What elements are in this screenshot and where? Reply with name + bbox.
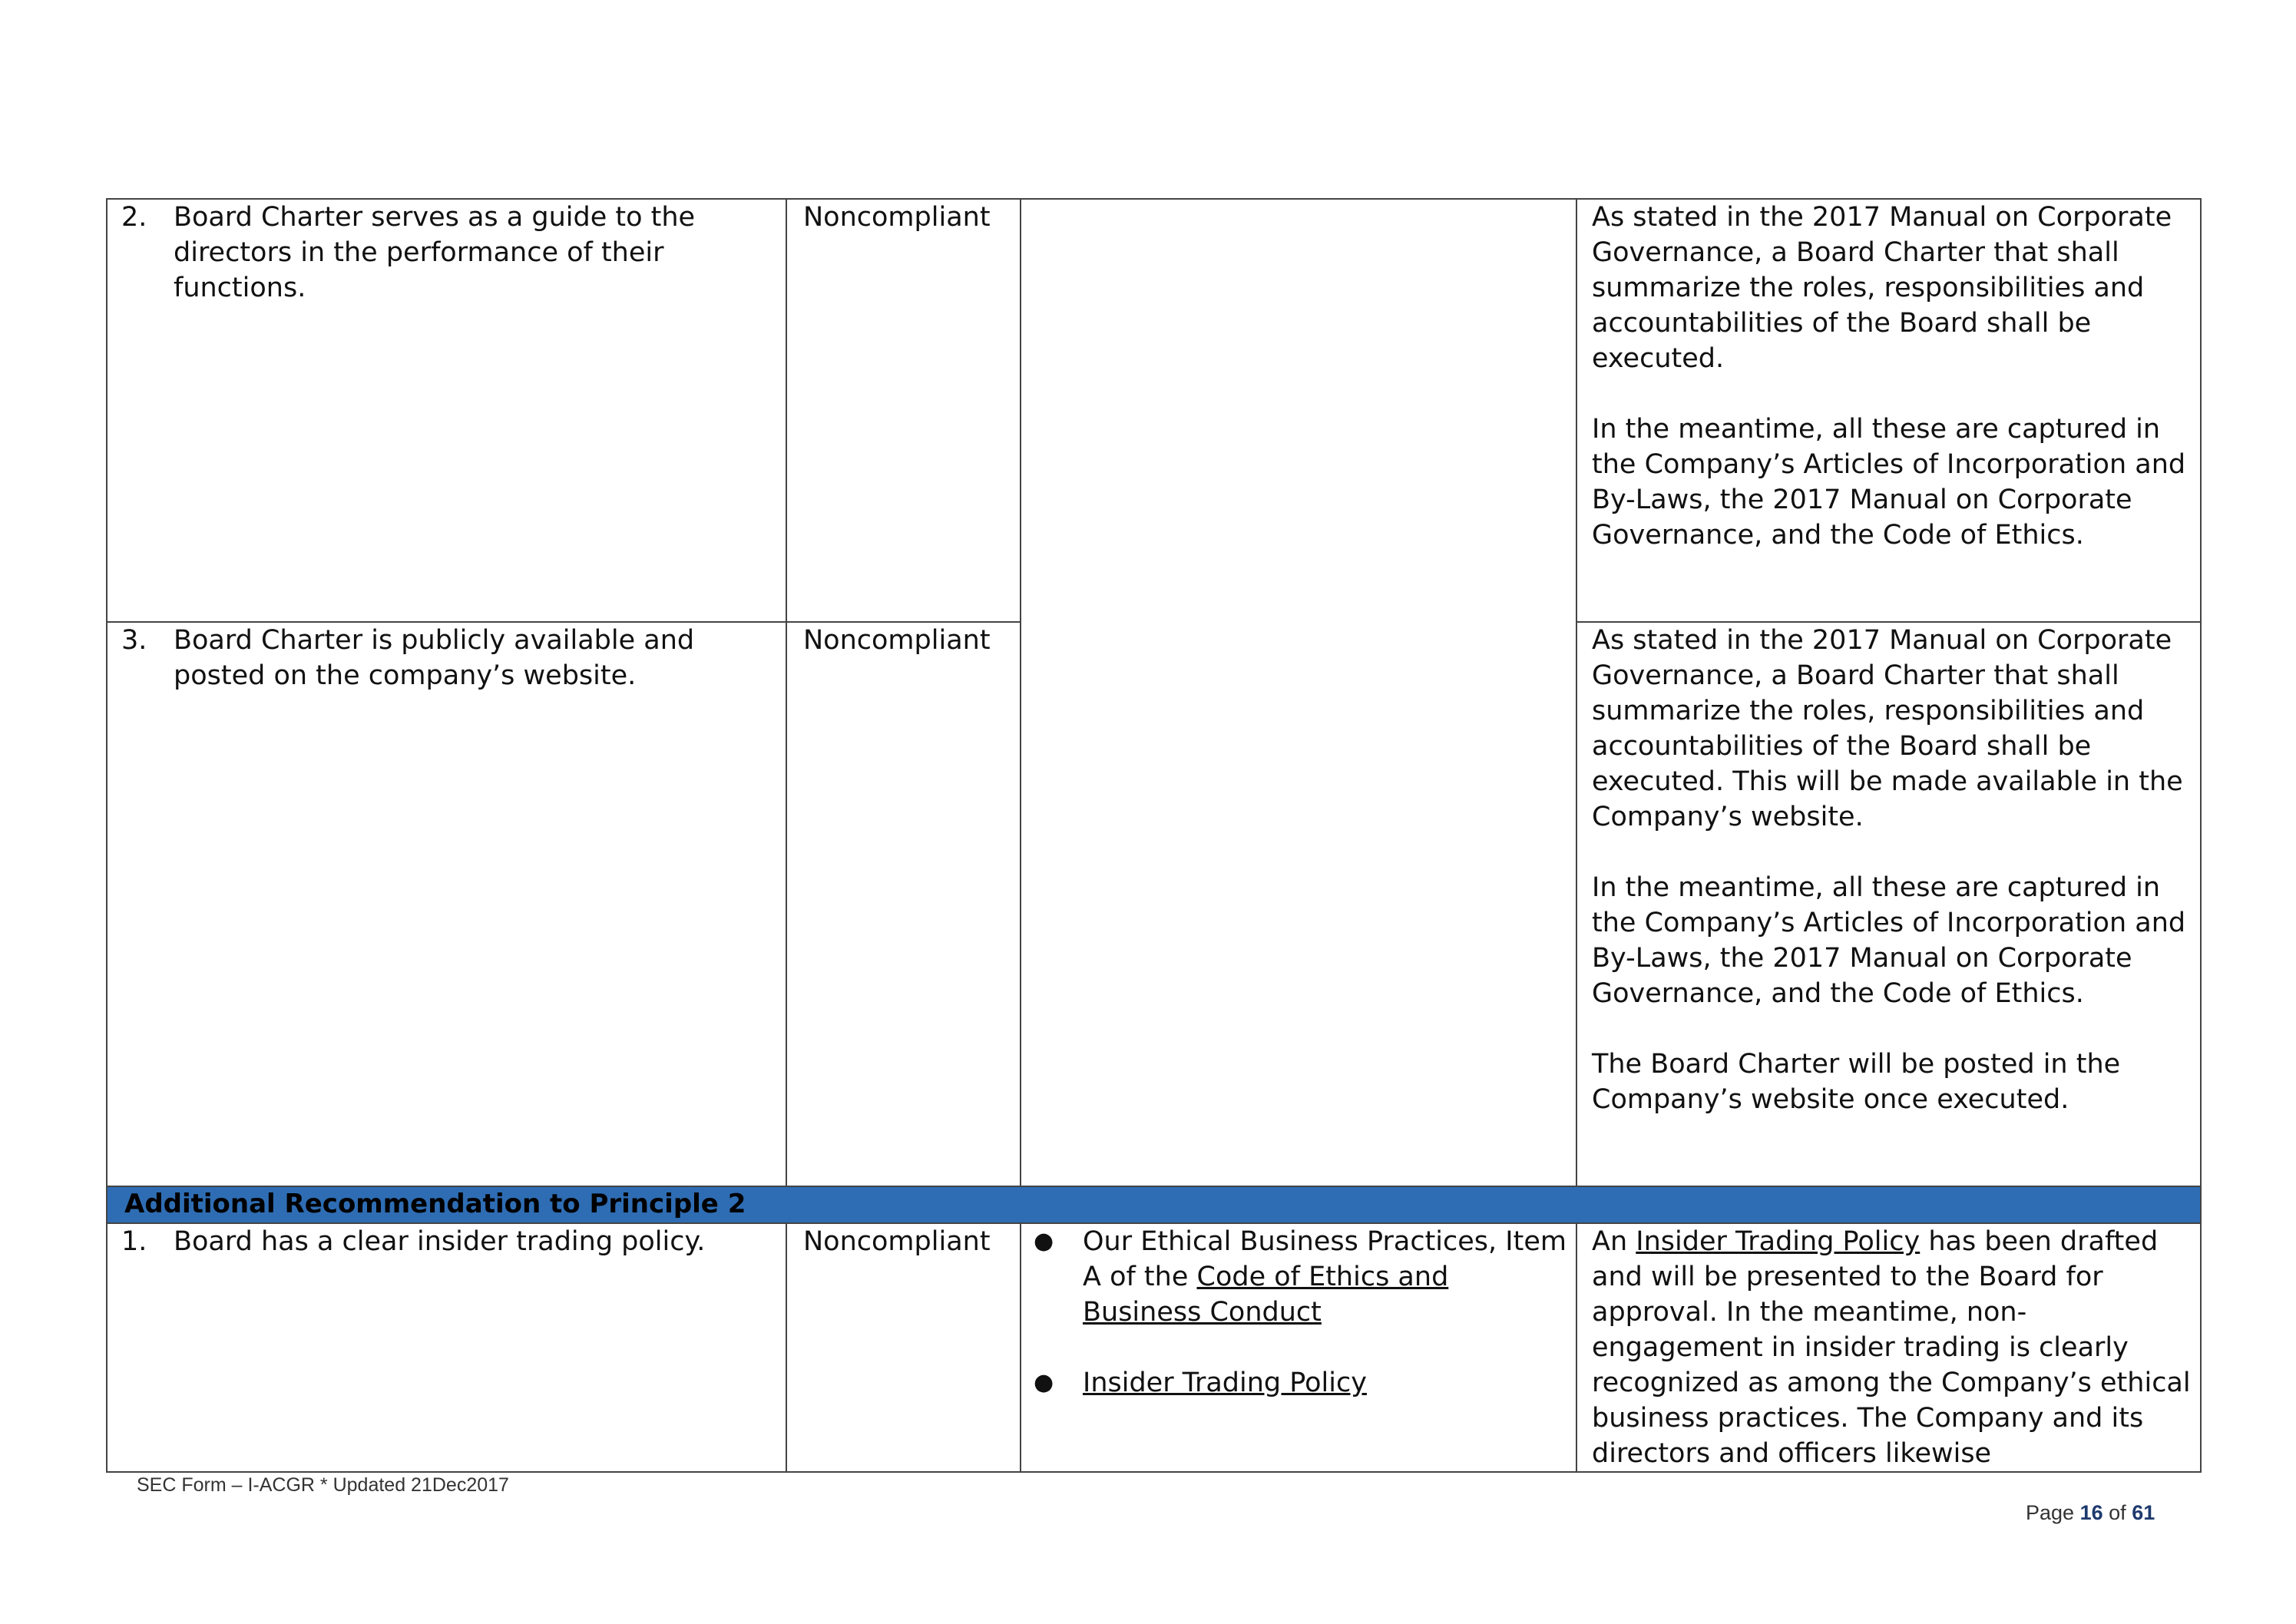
explanation-paragraph: As stated in the 2017 Manual on Corporate Governance, a Board Charter that shall summarize the roles, responsibilities and accountabilities of the Board shall be executed.	[1592, 202, 2172, 374]
recommendation-cell	[107, 622, 786, 1186]
table-row	[107, 1223, 2201, 1472]
item-number: 1.	[121, 1226, 147, 1257]
compliance-table	[106, 198, 2202, 1473]
item-number: 2.	[121, 202, 147, 233]
supporting-info-cell	[1021, 1223, 1576, 1472]
explanation-paragraph: In the meantime, all these are captured in the Company’s Articles of Incorporation and By-Laws, the 2017 Manual on Corporate Governance, and the Code of Ethics.	[1592, 414, 2186, 551]
form-footer: SEC Form – I-ACGR * Updated 21Dec2017	[137, 1474, 509, 1496]
list-item	[1029, 1365, 1568, 1401]
page-current: 16	[2079, 1501, 2103, 1524]
compliance-status: Noncompliant	[803, 1226, 991, 1257]
page-total: 61	[2132, 1501, 2155, 1524]
bullet-icon: ●	[1034, 1369, 1054, 1396]
recommendation-text: Board has a clear insider trading policy.	[174, 1226, 706, 1257]
section-header-row	[107, 1186, 2201, 1223]
section-header-cell	[107, 1186, 2201, 1223]
section-header: Additional Recommendation to Principle 2	[124, 1189, 746, 1219]
of-label: of	[2109, 1501, 2126, 1524]
explanation-cell	[1576, 199, 2201, 622]
supporting-info-cell	[1021, 199, 1576, 1186]
compliance-status: Noncompliant	[803, 202, 991, 233]
compliance-cell	[786, 622, 1021, 1186]
recommendation-cell	[107, 199, 786, 622]
reference-list	[1021, 1224, 1576, 1401]
compliance-status: Noncompliant	[803, 625, 991, 656]
explanation-paragraph: The Board Charter will be posted in the Company’s website once executed.	[1592, 1049, 2121, 1115]
explanation-paragraph: In the meantime, all these are captured in the Company’s Articles of Incorporation and By-Laws, the 2017 Manual on Corporate Governance, and the Code of Ethics.	[1592, 872, 2186, 1009]
code-of-ethics-link[interactable]: Code of Ethics and Business Conduct	[1083, 1262, 1449, 1328]
recommendation-text: Board Charter is publicly available and posted on the company’s website.	[174, 625, 695, 691]
table-row	[107, 199, 2201, 622]
insider-trading-policy-link[interactable]: Insider Trading Policy	[1636, 1226, 1921, 1257]
recommendation-cell	[107, 1223, 786, 1472]
insider-trading-policy-link[interactable]: Insider Trading Policy	[1083, 1368, 1367, 1398]
explanation-paragraph	[1592, 1224, 2191, 1471]
list-item	[1029, 1224, 1568, 1330]
page-label: Page	[2026, 1501, 2075, 1524]
recommendation-text: Board Charter serves as a guide to the directors in the performance of their functions.	[174, 202, 696, 303]
explanation-prefix: An	[1592, 1226, 1636, 1257]
reference-text: Our Ethical Business Practices, Item A of the	[1083, 1226, 1567, 1292]
explanation-rest: has been drafted and will be presented to the Board for approval. In the meantime, non-engagement in insider trading is clearly recognized as among the Company’s ethical business practices. The Company and its directors and officers likewise	[1592, 1226, 2191, 1469]
compliance-cell	[786, 1223, 1021, 1472]
page-number	[2026, 1501, 2155, 1525]
explanation-paragraph: As stated in the 2017 Manual on Corporate Governance, a Board Charter that shall summarize the roles, responsibilities and accountabilities of the Board shall be executed. This will be made available in the Company’s website.	[1592, 625, 2183, 832]
explanation-cell	[1576, 1223, 2201, 1472]
explanation-cell	[1576, 622, 2201, 1186]
bullet-icon: ●	[1034, 1228, 1054, 1255]
item-number: 3.	[121, 625, 147, 656]
compliance-cell	[786, 199, 1021, 622]
